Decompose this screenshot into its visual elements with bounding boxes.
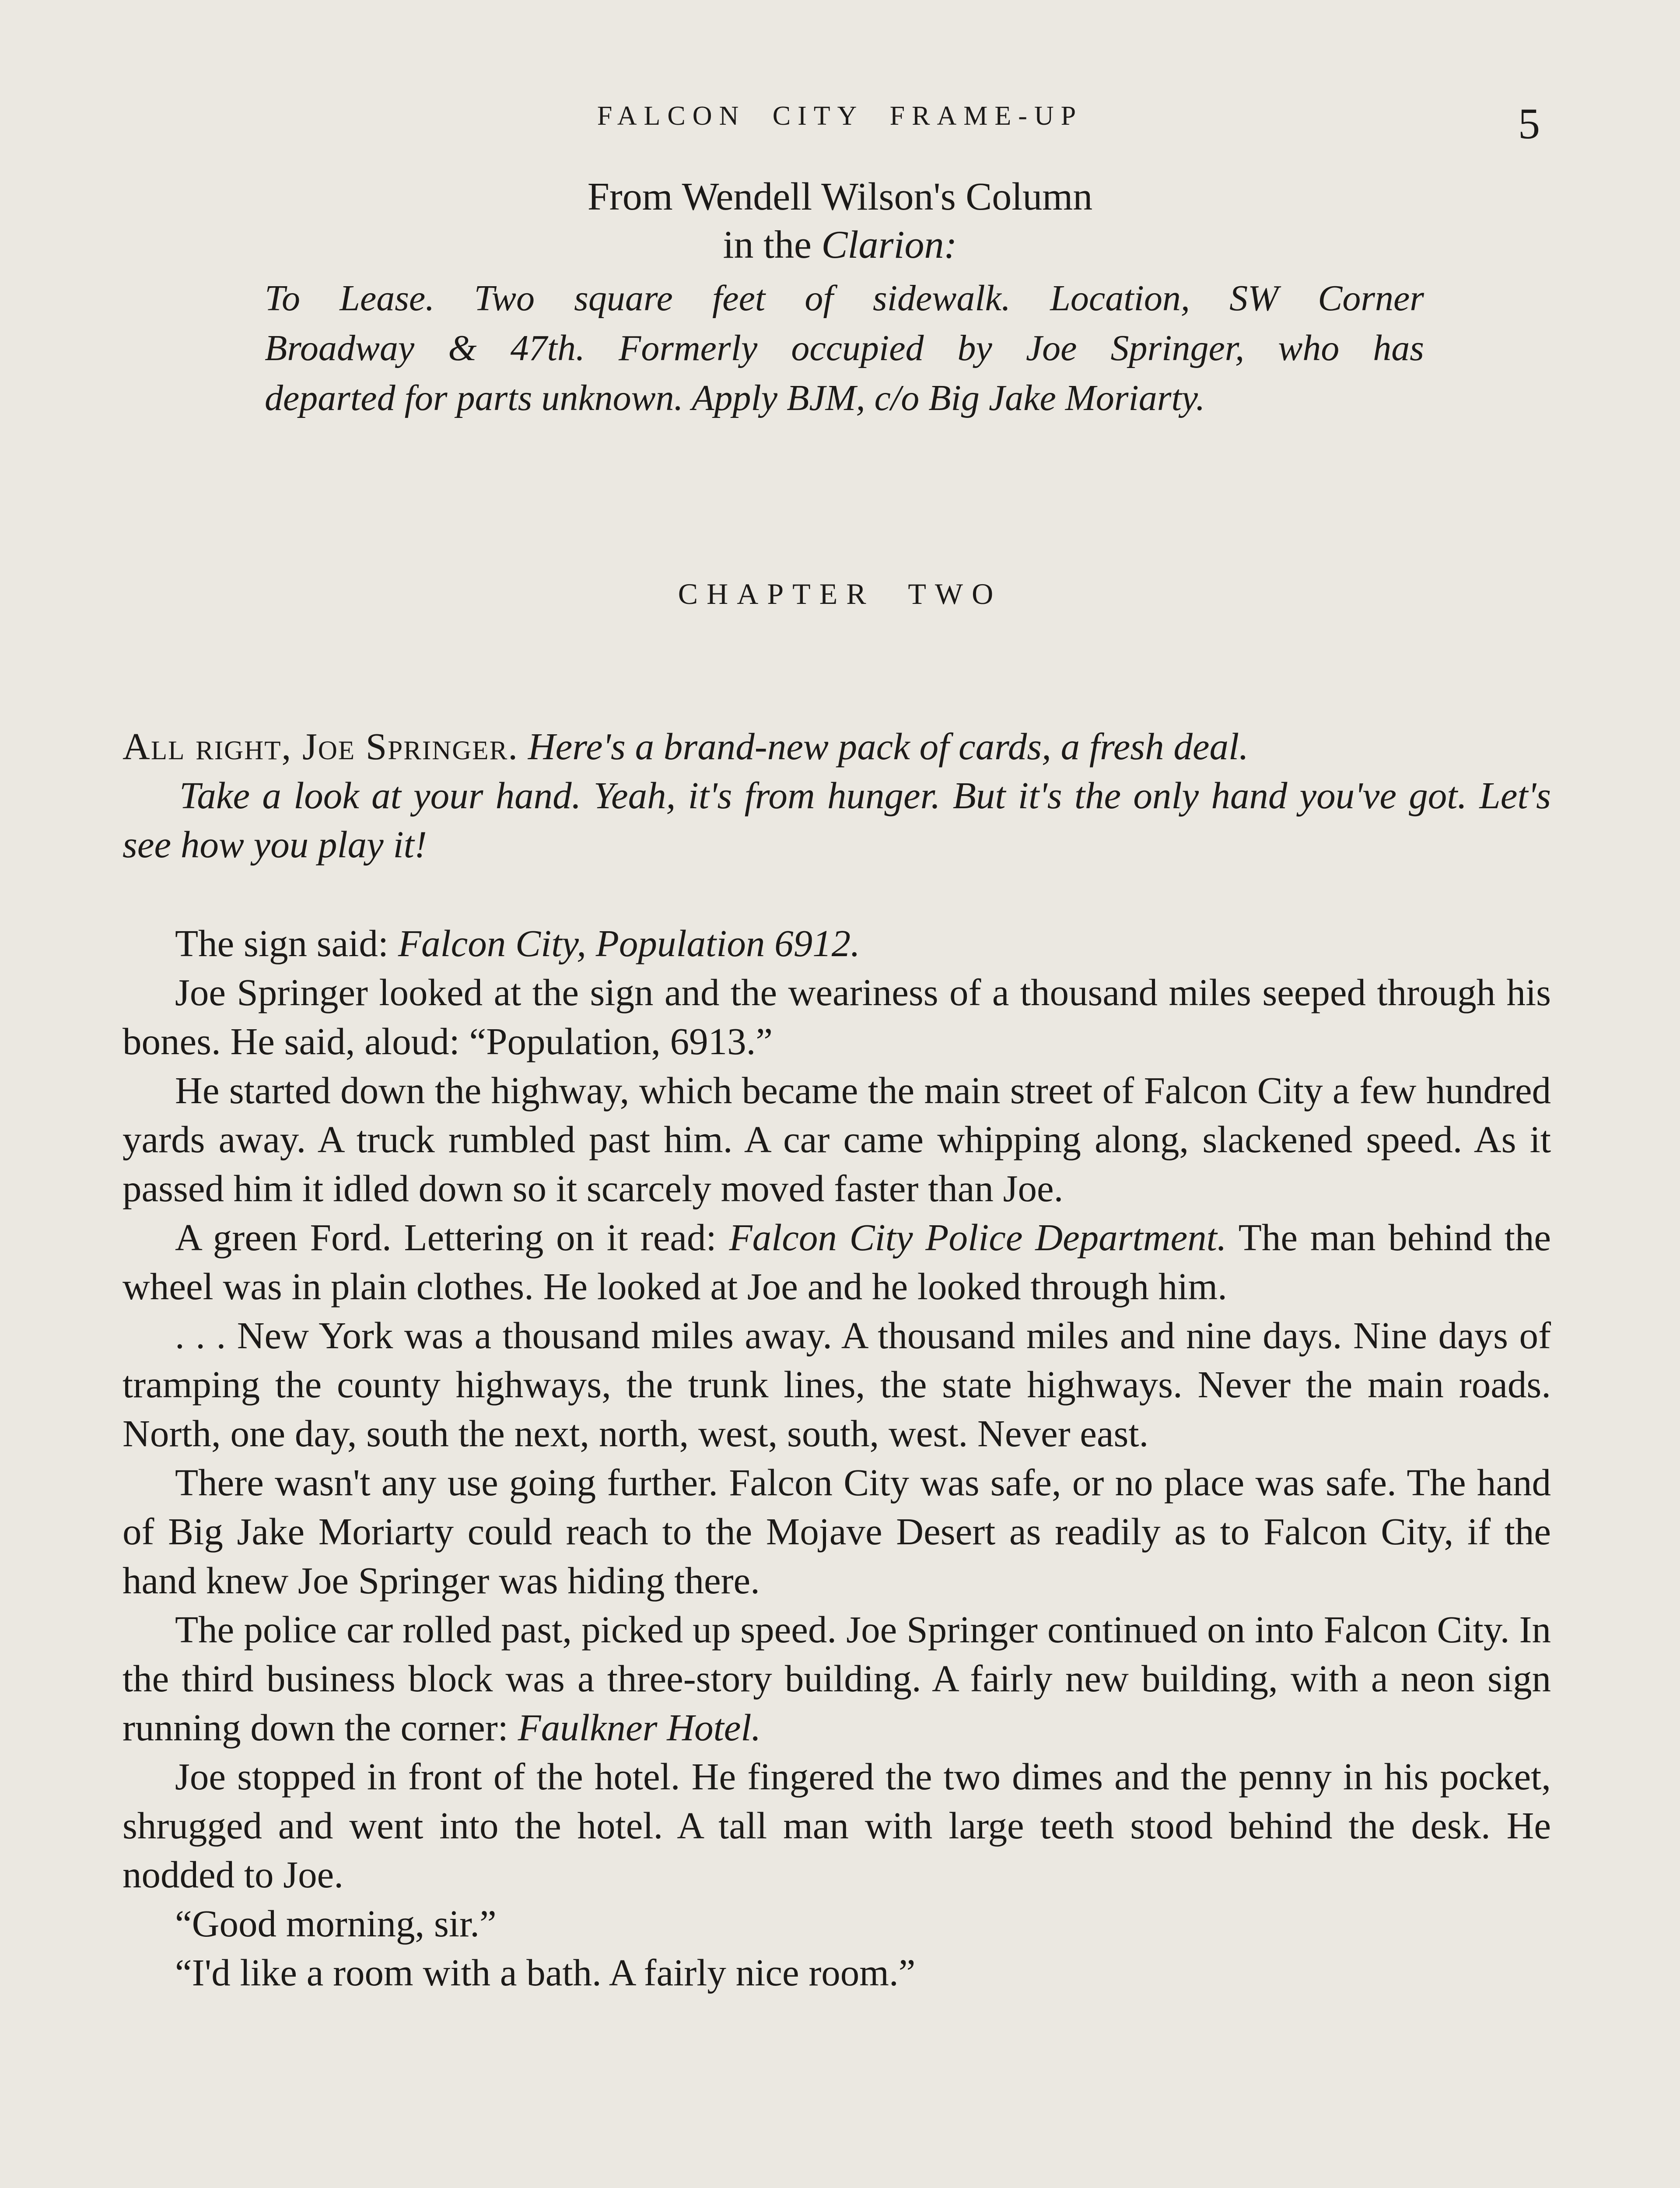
intro-italic-1: Here's a brand-new pack of cards, a fresh deal. <box>528 725 1249 768</box>
intro-italic-2: Take a look at your hand. Yeah, it's from hunger. But it's the only hand you've got. Let's see how you play it! <box>122 774 1551 866</box>
intro-paragraph-1 <box>122 722 1551 771</box>
intro-paragraph-2 <box>122 771 1551 869</box>
paragraph: He started down the highway, which became the main street of Falcon City a few hundred yards away. A truck rumbled past him. A car came whipping along, slackened speed. As it passed him it idled down so it scarcely moved faster than Joe. <box>122 1069 1551 1210</box>
intro-smallcaps: All right, Joe Springer. <box>122 725 518 768</box>
p1-italic: Falcon City, Population 6912. <box>398 922 860 964</box>
lease-notice <box>265 274 1424 423</box>
page-number: 5 <box>1518 99 1540 148</box>
lease-line: departed for parts unknown. Apply BJM, c/o Big Jake Moriarty. <box>265 378 1205 418</box>
lease-line: Broadway & 47th. Formerly occupied by Joe Springer, who has <box>265 328 1424 368</box>
p7-italic: Faulkner Hotel. <box>518 1706 761 1749</box>
lease-line: To Lease. Two square feet of sidewalk. Location, SW Corner <box>265 278 1424 319</box>
p1-text: The sign said: <box>175 922 398 964</box>
paragraph: . . . New York was a thousand miles away. A thousand miles and nine days. Nine days of tramping the county highways, the trunk lines, the state highways. Never the main roads. North, one day, south the next, north, west, south, west. Never east. <box>122 1314 1551 1455</box>
body-text <box>122 919 1551 1997</box>
column-source-paper: Clarion: <box>821 223 957 266</box>
p4-text-end: The man behind the wheel was in plain clothes. He looked at Joe and he looked through him. <box>122 1216 1551 1308</box>
paragraph <box>122 1213 1551 1311</box>
chapter-title: CHAPTER TWO <box>678 577 1002 610</box>
column-source-prefix: in the <box>723 223 822 266</box>
p4-italic: Falcon City Police Department. <box>729 1216 1227 1259</box>
paragraph <box>122 919 1551 968</box>
column-source <box>0 221 1680 269</box>
running-head: FALCON CITY FRAME-UP <box>597 101 1083 131</box>
paragraph: “Good morning, sir.” <box>175 1902 497 1945</box>
p7-text: The police car rolled past, picked up speed. Joe Springer continued on into Falcon City. In the third business block was a three-story building. A fairly new building, with a neon sign running down the corner: <box>122 1608 1551 1749</box>
paragraph: Joe Springer looked at the sign and the weariness of a thousand miles seeped through his bones. He said, aloud: “Population, 6913.” <box>122 971 1551 1062</box>
chapter-intro <box>122 722 1551 869</box>
paragraph: There wasn't any use going further. Falcon City was safe, or no place was safe. The hand of Big Jake Moriarty could reach to the Mojave Desert as readily as to Falcon City, if the hand knew Joe Springer was hiding there. <box>122 1461 1551 1602</box>
column-title: From Wendell Wilson's Column <box>587 175 1093 218</box>
p4-text: A green Ford. Lettering on it read: <box>175 1216 729 1259</box>
paragraph: “I'd like a room with a bath. A fairly nice room.” <box>175 1951 916 1994</box>
paragraph: Joe stopped in front of the hotel. He fingered the two dimes and the penny in his pocket, shrugged and went into the hotel. A tall man with large teeth stood behind the desk. He nodded to Joe. <box>122 1755 1551 1896</box>
paragraph <box>122 1605 1551 1752</box>
column-header <box>0 173 1680 269</box>
